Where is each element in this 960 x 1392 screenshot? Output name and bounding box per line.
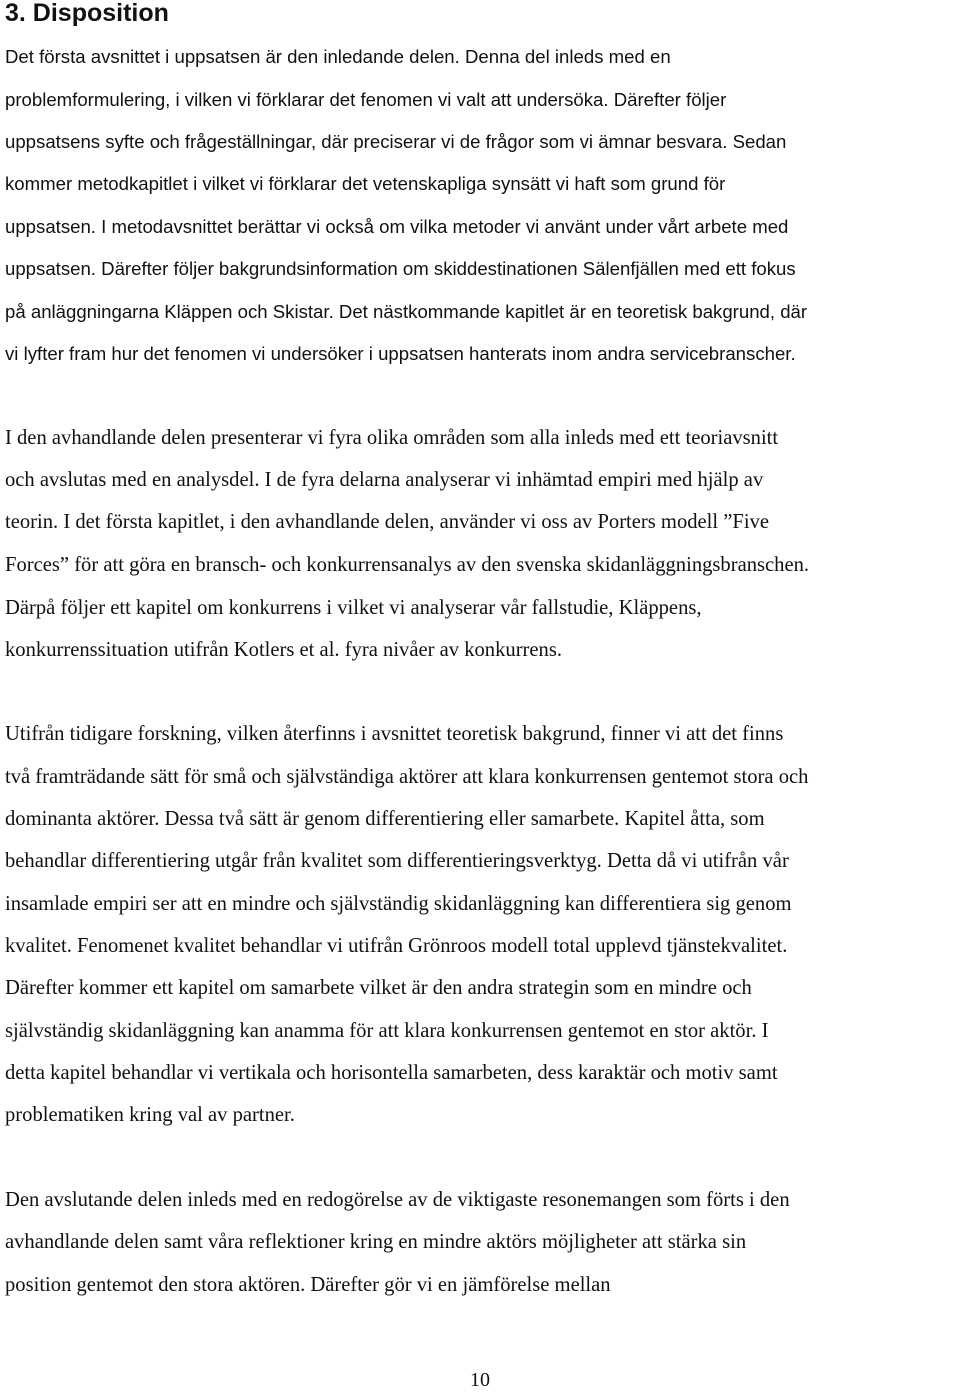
text-line: dominanta aktörer. Dessa två sätt är genom differentiering eller samarbete. Kapitel åtta, som xyxy=(5,808,765,830)
text-line: behandlar differentiering utgår från kvalitet som differentieringsverktyg. Detta då vi utifrån vår xyxy=(5,850,789,872)
text-line: på anläggningarna Kläppen och Skistar. Det nästkommande kapitlet är en teoretisk bakgrund, där xyxy=(5,301,808,322)
text-line: Det första avsnittet i uppsatsen är den inledande delen. Denna del inleds med en xyxy=(5,46,671,67)
text-line: position gentemot den stora aktören. Därefter gör vi en jämförelse mellan xyxy=(5,1274,611,1296)
text-line: självständig skidanläggning kan anamma för att klara konkurrensen gentemot en stor aktör. I xyxy=(5,1020,769,1042)
text-line: och avslutas med en analysdel. I de fyra delarna analyserar vi inhämtad empiri med hjälp av xyxy=(5,469,764,491)
text-line: uppsatsen. Därefter följer bakgrundsinformation om skiddestinationen Sälenfjällen med ett fokus xyxy=(5,258,796,279)
text-line: uppsatsens syfte och frågeställningar, där preciserar vi de frågor som vi ämnar besvara. Sedan xyxy=(5,131,787,152)
page-number: 10 xyxy=(470,1369,490,1391)
text-line: vi lyfter fram hur det fenomen vi undersöker i uppsatsen hanterats inom andra servicebranscher. xyxy=(5,343,796,364)
text-line: teorin. I det första kapitlet, i den avhandlande delen, använder vi oss av Porters modell ”Five xyxy=(5,511,770,533)
text-line: konkurrenssituation utifrån Kotlers et al. fyra nivåer av konkurrens. xyxy=(5,639,563,661)
text-line: uppsatsen. I metodavsnittet berättar vi också om vilka metoder vi använt under vårt arbete med xyxy=(5,216,789,237)
text-line: två framträdande sätt för små och självständiga aktörer att klara konkurrensen gentemot stora och xyxy=(5,766,809,788)
text-line: kvalitet. Fenomenet kvalitet behandlar vi utifrån Grönroos modell total upplevd tjänstekvalitet. xyxy=(5,935,788,957)
text-line: Den avslutande delen inleds med en redogörelse av de viktigaste resonemangen som förts i den xyxy=(5,1189,790,1211)
text-line: avhandlande delen samt våra reflektioner kring en mindre aktörs möjligheter att stärka sin xyxy=(5,1231,747,1253)
text-line: insamlade empiri ser att en mindre och självständig skidanläggning kan differentiera sig genom xyxy=(5,893,792,915)
text-line: problemformulering, i vilken vi förklarar det fenomen vi valt att undersöka. Därefter följer xyxy=(5,89,727,110)
text-line: Forces” för att göra en bransch- och konkurrensanalys av den svenska skidanläggningsbranschen. xyxy=(5,554,810,576)
text-line: kommer metodkapitlet i vilket vi förklarar det vetenskapliga synsätt vi haft som grund för xyxy=(5,173,726,194)
text-line: detta kapitel behandlar vi vertikala och horisontella samarbeten, dess karaktär och motiv samt xyxy=(5,1062,778,1084)
section-heading: 3. Disposition xyxy=(5,0,169,27)
text-line: Utifrån tidigare forskning, vilken återfinns i avsnittet teoretisk bakgrund, finner vi att det finns xyxy=(5,723,784,745)
text-line: Därpå följer ett kapitel om konkurrens i vilket vi analyserar vår fallstudie, Kläppens, xyxy=(5,597,702,619)
text-line: I den avhandlande delen presenterar vi fyra olika områden som alla inleds med ett teoriavsnitt xyxy=(5,427,779,449)
text-line: Därefter kommer ett kapitel om samarbete vilket är den andra strategin som en mindre och xyxy=(5,977,752,999)
text-line: problematiken kring val av partner. xyxy=(5,1104,295,1126)
